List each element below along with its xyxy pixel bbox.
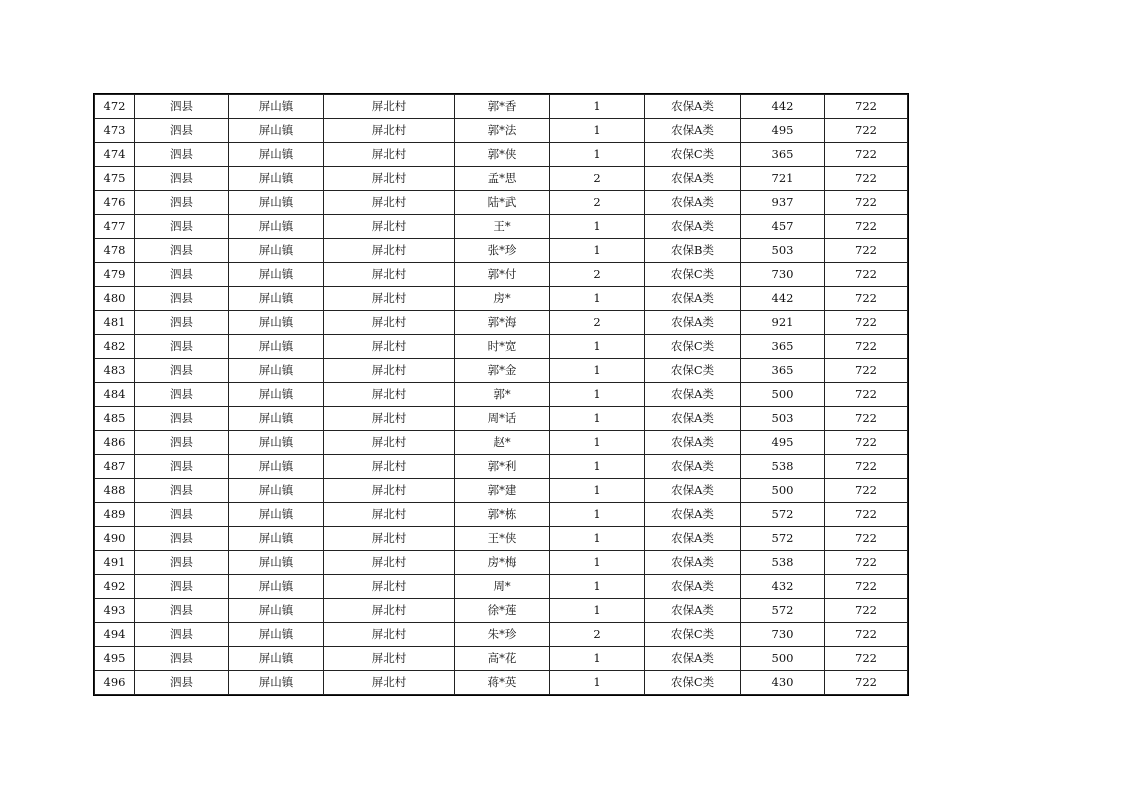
cell-row-number: 490 (95, 527, 135, 551)
cell-standard-value: 722 (825, 239, 908, 263)
cell-village: 屏北村 (324, 119, 455, 143)
cell-person-name: 郭*利 (455, 455, 550, 479)
cell-village: 屏北村 (324, 575, 455, 599)
cell-standard-value: 722 (825, 407, 908, 431)
cell-village: 屏北村 (324, 647, 455, 671)
cell-town: 屏山镇 (229, 359, 324, 383)
table-row (95, 503, 908, 527)
cell-village: 屏北村 (324, 527, 455, 551)
cell-row-number: 480 (95, 287, 135, 311)
cell-amount: 572 (741, 527, 825, 551)
cell-household-count: 1 (550, 215, 645, 239)
cell-person-name: 张*珍 (455, 239, 550, 263)
cell-household-count: 2 (550, 623, 645, 647)
cell-standard-value: 722 (825, 527, 908, 551)
cell-standard-value: 722 (825, 479, 908, 503)
cell-household-count: 1 (550, 551, 645, 575)
table-body (95, 95, 908, 695)
cell-person-name: 郭*海 (455, 311, 550, 335)
cell-county: 泗县 (135, 503, 229, 527)
cell-household-count: 1 (550, 671, 645, 695)
cell-insurance-category: 农保A类 (645, 527, 741, 551)
cell-insurance-category: 农保A类 (645, 383, 741, 407)
cell-household-count: 2 (550, 263, 645, 287)
cell-amount: 495 (741, 431, 825, 455)
cell-standard-value: 722 (825, 455, 908, 479)
cell-county: 泗县 (135, 671, 229, 695)
cell-row-number: 478 (95, 239, 135, 263)
cell-standard-value: 722 (825, 359, 908, 383)
table-row (95, 383, 908, 407)
table-row (95, 215, 908, 239)
cell-household-count: 1 (550, 503, 645, 527)
cell-insurance-category: 农保A类 (645, 551, 741, 575)
cell-town: 屏山镇 (229, 287, 324, 311)
cell-insurance-category: 农保A类 (645, 575, 741, 599)
table-row (95, 407, 908, 431)
cell-amount: 937 (741, 191, 825, 215)
cell-county: 泗县 (135, 455, 229, 479)
table-row (95, 623, 908, 647)
cell-amount: 500 (741, 479, 825, 503)
cell-person-name: 时*宽 (455, 335, 550, 359)
cell-row-number: 488 (95, 479, 135, 503)
cell-household-count: 1 (550, 455, 645, 479)
table-row (95, 119, 908, 143)
cell-standard-value: 722 (825, 215, 908, 239)
cell-town: 屏山镇 (229, 95, 324, 119)
cell-person-name: 郭*付 (455, 263, 550, 287)
cell-amount: 921 (741, 311, 825, 335)
cell-insurance-category: 农保A类 (645, 455, 741, 479)
cell-person-name: 赵* (455, 431, 550, 455)
cell-village: 屏北村 (324, 335, 455, 359)
cell-row-number: 492 (95, 575, 135, 599)
cell-village: 屏北村 (324, 359, 455, 383)
cell-person-name: 郭* (455, 383, 550, 407)
cell-person-name: 房* (455, 287, 550, 311)
cell-county: 泗县 (135, 119, 229, 143)
cell-row-number: 491 (95, 551, 135, 575)
cell-village: 屏北村 (324, 143, 455, 167)
cell-standard-value: 722 (825, 503, 908, 527)
cell-county: 泗县 (135, 287, 229, 311)
data-table-container (94, 94, 908, 695)
cell-row-number: 479 (95, 263, 135, 287)
cell-town: 屏山镇 (229, 599, 324, 623)
cell-household-count: 1 (550, 527, 645, 551)
cell-household-count: 2 (550, 167, 645, 191)
cell-town: 屏山镇 (229, 143, 324, 167)
cell-town: 屏山镇 (229, 431, 324, 455)
cell-standard-value: 722 (825, 575, 908, 599)
cell-household-count: 1 (550, 287, 645, 311)
cell-insurance-category: 农保A类 (645, 287, 741, 311)
cell-row-number: 493 (95, 599, 135, 623)
cell-village: 屏北村 (324, 431, 455, 455)
cell-county: 泗县 (135, 431, 229, 455)
cell-person-name: 郭*建 (455, 479, 550, 503)
cell-county: 泗县 (135, 551, 229, 575)
cell-insurance-category: 农保C类 (645, 623, 741, 647)
cell-amount: 730 (741, 263, 825, 287)
cell-insurance-category: 农保A类 (645, 167, 741, 191)
cell-village: 屏北村 (324, 407, 455, 431)
cell-person-name: 陆*武 (455, 191, 550, 215)
cell-county: 泗县 (135, 167, 229, 191)
table-row (95, 671, 908, 695)
cell-town: 屏山镇 (229, 335, 324, 359)
cell-insurance-category: 农保C类 (645, 671, 741, 695)
table-row (95, 95, 908, 119)
cell-town: 屏山镇 (229, 383, 324, 407)
cell-county: 泗县 (135, 527, 229, 551)
cell-village: 屏北村 (324, 239, 455, 263)
cell-amount: 365 (741, 359, 825, 383)
cell-household-count: 1 (550, 479, 645, 503)
cell-row-number: 472 (95, 95, 135, 119)
cell-village: 屏北村 (324, 599, 455, 623)
cell-standard-value: 722 (825, 383, 908, 407)
table-row (95, 551, 908, 575)
table-row (95, 143, 908, 167)
cell-row-number: 487 (95, 455, 135, 479)
cell-village: 屏北村 (324, 263, 455, 287)
cell-household-count: 1 (550, 647, 645, 671)
cell-town: 屏山镇 (229, 263, 324, 287)
cell-row-number: 482 (95, 335, 135, 359)
cell-village: 屏北村 (324, 383, 455, 407)
cell-town: 屏山镇 (229, 407, 324, 431)
cell-village: 屏北村 (324, 671, 455, 695)
cell-standard-value: 722 (825, 311, 908, 335)
cell-town: 屏山镇 (229, 623, 324, 647)
cell-household-count: 2 (550, 311, 645, 335)
cell-person-name: 郭*法 (455, 119, 550, 143)
cell-county: 泗县 (135, 143, 229, 167)
cell-county: 泗县 (135, 239, 229, 263)
cell-standard-value: 722 (825, 551, 908, 575)
cell-village: 屏北村 (324, 287, 455, 311)
cell-insurance-category: 农保A类 (645, 479, 741, 503)
table-row (95, 599, 908, 623)
table-row (95, 239, 908, 263)
cell-amount: 572 (741, 599, 825, 623)
cell-town: 屏山镇 (229, 311, 324, 335)
table-row (95, 431, 908, 455)
cell-household-count: 1 (550, 239, 645, 263)
cell-person-name: 高*花 (455, 647, 550, 671)
cell-county: 泗县 (135, 191, 229, 215)
cell-person-name: 蒋*英 (455, 671, 550, 695)
cell-amount: 442 (741, 287, 825, 311)
cell-row-number: 496 (95, 671, 135, 695)
cell-county: 泗县 (135, 311, 229, 335)
cell-standard-value: 722 (825, 335, 908, 359)
cell-amount: 430 (741, 671, 825, 695)
cell-county: 泗县 (135, 359, 229, 383)
cell-insurance-category: 农保A类 (645, 215, 741, 239)
cell-person-name: 房*梅 (455, 551, 550, 575)
table-row (95, 455, 908, 479)
cell-row-number: 481 (95, 311, 135, 335)
cell-insurance-category: 农保A类 (645, 95, 741, 119)
cell-town: 屏山镇 (229, 527, 324, 551)
cell-standard-value: 722 (825, 671, 908, 695)
cell-insurance-category: 农保C类 (645, 143, 741, 167)
cell-row-number: 495 (95, 647, 135, 671)
cell-insurance-category: 农保C类 (645, 263, 741, 287)
cell-county: 泗县 (135, 407, 229, 431)
table-row (95, 167, 908, 191)
cell-insurance-category: 农保A类 (645, 647, 741, 671)
cell-person-name: 徐*莲 (455, 599, 550, 623)
cell-village: 屏北村 (324, 455, 455, 479)
cell-town: 屏山镇 (229, 551, 324, 575)
cell-row-number: 489 (95, 503, 135, 527)
cell-insurance-category: 农保A类 (645, 191, 741, 215)
cell-row-number: 484 (95, 383, 135, 407)
cell-standard-value: 722 (825, 599, 908, 623)
cell-household-count: 1 (550, 95, 645, 119)
cell-amount: 503 (741, 239, 825, 263)
cell-standard-value: 722 (825, 623, 908, 647)
cell-standard-value: 722 (825, 95, 908, 119)
cell-row-number: 473 (95, 119, 135, 143)
table-row (95, 263, 908, 287)
cell-village: 屏北村 (324, 95, 455, 119)
cell-amount: 442 (741, 95, 825, 119)
table-row (95, 647, 908, 671)
cell-standard-value: 722 (825, 191, 908, 215)
cell-person-name: 王* (455, 215, 550, 239)
cell-row-number: 485 (95, 407, 135, 431)
cell-standard-value: 722 (825, 647, 908, 671)
cell-amount: 457 (741, 215, 825, 239)
cell-town: 屏山镇 (229, 167, 324, 191)
cell-insurance-category: 农保A类 (645, 599, 741, 623)
table-row (95, 335, 908, 359)
cell-household-count: 1 (550, 143, 645, 167)
cell-amount: 503 (741, 407, 825, 431)
cell-village: 屏北村 (324, 167, 455, 191)
cell-amount: 572 (741, 503, 825, 527)
cell-insurance-category: 农保A类 (645, 431, 741, 455)
cell-county: 泗县 (135, 95, 229, 119)
cell-person-name: 郭*金 (455, 359, 550, 383)
table-row (95, 311, 908, 335)
cell-amount: 500 (741, 647, 825, 671)
cell-row-number: 475 (95, 167, 135, 191)
table-row (95, 191, 908, 215)
cell-standard-value: 722 (825, 263, 908, 287)
cell-village: 屏北村 (324, 191, 455, 215)
cell-county: 泗县 (135, 215, 229, 239)
cell-household-count: 1 (550, 359, 645, 383)
cell-county: 泗县 (135, 335, 229, 359)
cell-row-number: 474 (95, 143, 135, 167)
cell-county: 泗县 (135, 647, 229, 671)
cell-village: 屏北村 (324, 479, 455, 503)
cell-county: 泗县 (135, 479, 229, 503)
table-row (95, 575, 908, 599)
cell-town: 屏山镇 (229, 575, 324, 599)
cell-standard-value: 722 (825, 431, 908, 455)
cell-standard-value: 722 (825, 167, 908, 191)
cell-person-name: 郭*香 (455, 95, 550, 119)
cell-row-number: 494 (95, 623, 135, 647)
cell-household-count: 1 (550, 431, 645, 455)
table-row (95, 359, 908, 383)
cell-village: 屏北村 (324, 623, 455, 647)
cell-household-count: 1 (550, 119, 645, 143)
cell-row-number: 486 (95, 431, 135, 455)
cell-household-count: 2 (550, 191, 645, 215)
cell-town: 屏山镇 (229, 455, 324, 479)
cell-row-number: 476 (95, 191, 135, 215)
cell-insurance-category: 农保C类 (645, 359, 741, 383)
cell-person-name: 周*话 (455, 407, 550, 431)
table-row (95, 287, 908, 311)
cell-household-count: 1 (550, 335, 645, 359)
cell-standard-value: 722 (825, 143, 908, 167)
cell-village: 屏北村 (324, 311, 455, 335)
cell-town: 屏山镇 (229, 671, 324, 695)
cell-amount: 432 (741, 575, 825, 599)
data-table (94, 94, 908, 695)
cell-amount: 365 (741, 143, 825, 167)
cell-village: 屏北村 (324, 551, 455, 575)
cell-insurance-category: 农保A类 (645, 407, 741, 431)
cell-person-name: 郭*栋 (455, 503, 550, 527)
cell-standard-value: 722 (825, 119, 908, 143)
cell-household-count: 1 (550, 599, 645, 623)
cell-town: 屏山镇 (229, 119, 324, 143)
cell-insurance-category: 农保B类 (645, 239, 741, 263)
cell-town: 屏山镇 (229, 215, 324, 239)
cell-person-name: 郭*侠 (455, 143, 550, 167)
cell-person-name: 朱*珍 (455, 623, 550, 647)
cell-amount: 538 (741, 551, 825, 575)
cell-village: 屏北村 (324, 215, 455, 239)
cell-insurance-category: 农保A类 (645, 119, 741, 143)
cell-person-name: 孟*思 (455, 167, 550, 191)
cell-household-count: 1 (550, 383, 645, 407)
cell-county: 泗县 (135, 575, 229, 599)
table-row (95, 479, 908, 503)
cell-county: 泗县 (135, 263, 229, 287)
cell-person-name: 王*侠 (455, 527, 550, 551)
cell-standard-value: 722 (825, 287, 908, 311)
cell-amount: 538 (741, 455, 825, 479)
cell-county: 泗县 (135, 599, 229, 623)
cell-row-number: 483 (95, 359, 135, 383)
cell-amount: 730 (741, 623, 825, 647)
cell-row-number: 477 (95, 215, 135, 239)
cell-amount: 721 (741, 167, 825, 191)
cell-household-count: 1 (550, 575, 645, 599)
cell-household-count: 1 (550, 407, 645, 431)
cell-insurance-category: 农保A类 (645, 503, 741, 527)
table-row (95, 527, 908, 551)
cell-amount: 495 (741, 119, 825, 143)
cell-amount: 365 (741, 335, 825, 359)
cell-town: 屏山镇 (229, 503, 324, 527)
cell-town: 屏山镇 (229, 479, 324, 503)
cell-county: 泗县 (135, 623, 229, 647)
cell-amount: 500 (741, 383, 825, 407)
cell-town: 屏山镇 (229, 647, 324, 671)
cell-insurance-category: 农保A类 (645, 311, 741, 335)
cell-insurance-category: 农保C类 (645, 335, 741, 359)
cell-person-name: 周* (455, 575, 550, 599)
cell-town: 屏山镇 (229, 191, 324, 215)
cell-village: 屏北村 (324, 503, 455, 527)
cell-county: 泗县 (135, 383, 229, 407)
cell-town: 屏山镇 (229, 239, 324, 263)
